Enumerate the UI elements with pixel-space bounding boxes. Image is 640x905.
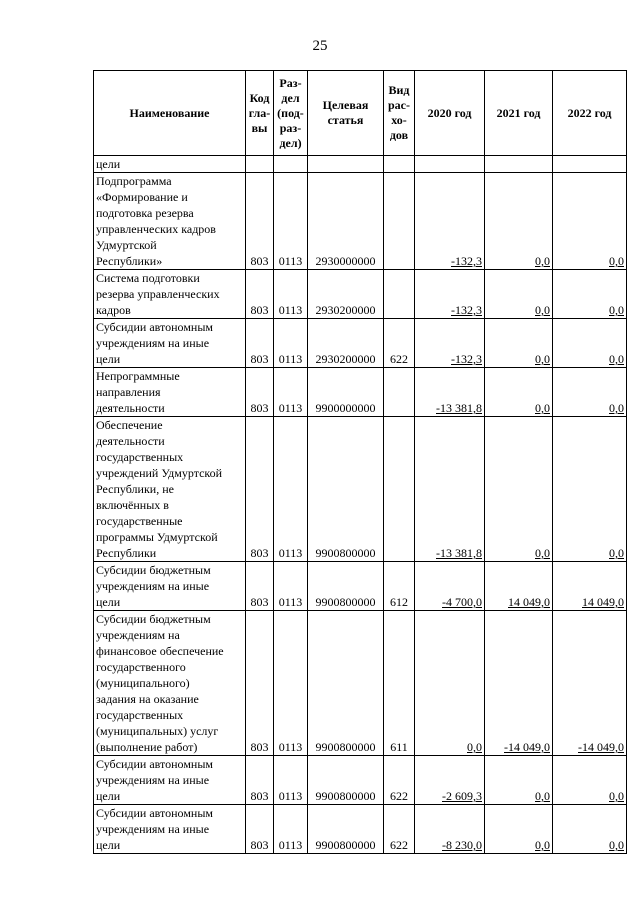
table-row <box>94 756 627 805</box>
cell-name: Субсидии автономным учреждениям на иные цели <box>94 805 246 854</box>
budget-table <box>93 70 627 854</box>
cell-y2022: 0,0 <box>553 368 627 417</box>
cell-y2020: -2 609,3 <box>415 756 485 805</box>
cell-section: 0113 <box>274 756 308 805</box>
cell-y2022: 14 049,0 <box>553 562 627 611</box>
cell-section: 0113 <box>274 173 308 270</box>
cell-y2020: -132,3 <box>415 270 485 319</box>
column-header-article: Целевая статья <box>308 71 384 156</box>
cell-name: Непрограммные направления деятельности <box>94 368 246 417</box>
cell-type: 612 <box>384 562 415 611</box>
column-header-code: Код гла- вы <box>246 71 274 156</box>
cell-code: 803 <box>246 756 274 805</box>
table-header-row <box>94 71 627 156</box>
cell-type <box>384 368 415 417</box>
cell-article: 9900000000 <box>308 368 384 417</box>
column-header-2022: 2022 год <box>553 71 627 156</box>
cell-y2021: 0,0 <box>485 319 553 368</box>
cell-y2022: 0,0 <box>553 756 627 805</box>
cell-type <box>384 156 415 173</box>
cell-y2020: -13 381,8 <box>415 417 485 562</box>
cell-type: 622 <box>384 319 415 368</box>
cell-section: 0113 <box>274 805 308 854</box>
column-header-name: Наименование <box>94 71 246 156</box>
cell-y2022: 0,0 <box>553 805 627 854</box>
cell-article: 2930200000 <box>308 270 384 319</box>
cell-section: 0113 <box>274 319 308 368</box>
cell-code: 803 <box>246 562 274 611</box>
column-header-2021: 2021 год <box>485 71 553 156</box>
cell-type <box>384 173 415 270</box>
column-header-section: Раз- дел (под- раз- дел) <box>274 71 308 156</box>
cell-section: 0113 <box>274 368 308 417</box>
cell-code <box>246 156 274 173</box>
table-body <box>94 156 627 854</box>
cell-y2021: -14 049,0 <box>485 611 553 756</box>
cell-code: 803 <box>246 368 274 417</box>
cell-y2021: 14 049,0 <box>485 562 553 611</box>
cell-y2021: 0,0 <box>485 173 553 270</box>
cell-name: цели <box>94 156 246 173</box>
cell-article: 9900800000 <box>308 417 384 562</box>
table-row <box>94 156 627 173</box>
cell-article: 2930000000 <box>308 173 384 270</box>
cell-y2020 <box>415 156 485 173</box>
table-row <box>94 368 627 417</box>
cell-y2020: -132,3 <box>415 319 485 368</box>
table-row <box>94 173 627 270</box>
cell-y2022: 0,0 <box>553 270 627 319</box>
cell-code: 803 <box>246 173 274 270</box>
cell-y2020: -132,3 <box>415 173 485 270</box>
cell-y2022: 0,0 <box>553 417 627 562</box>
cell-name: Субсидии бюджетным учреждениям на иные цели <box>94 562 246 611</box>
cell-y2022 <box>553 156 627 173</box>
cell-section: 0113 <box>274 611 308 756</box>
cell-y2022: 0,0 <box>553 173 627 270</box>
cell-article: 2930200000 <box>308 319 384 368</box>
cell-y2021 <box>485 156 553 173</box>
cell-y2021: 0,0 <box>485 417 553 562</box>
cell-name: Обеспечение деятельности государственных учреждений Удмуртской Республики, не включённых в государственные программы Удмуртской Республики <box>94 417 246 562</box>
cell-section <box>274 156 308 173</box>
cell-name: Система подготовки резерва управленческих кадров <box>94 270 246 319</box>
cell-type: 611 <box>384 611 415 756</box>
cell-y2020: -4 700,0 <box>415 562 485 611</box>
cell-y2020: -13 381,8 <box>415 368 485 417</box>
cell-code: 803 <box>246 417 274 562</box>
cell-type: 622 <box>384 805 415 854</box>
table-row <box>94 270 627 319</box>
cell-section: 0113 <box>274 270 308 319</box>
table-row <box>94 611 627 756</box>
cell-type <box>384 417 415 562</box>
column-header-2020: 2020 год <box>415 71 485 156</box>
page-number: 25 <box>312 38 328 54</box>
cell-code: 803 <box>246 270 274 319</box>
cell-article <box>308 156 384 173</box>
cell-y2021: 0,0 <box>485 756 553 805</box>
cell-section: 0113 <box>274 562 308 611</box>
cell-type: 622 <box>384 756 415 805</box>
cell-name: Субсидии автономным учреждениям на иные цели <box>94 319 246 368</box>
cell-y2022: 0,0 <box>553 319 627 368</box>
table-row <box>94 319 627 368</box>
table-row <box>94 562 627 611</box>
column-header-type: Вид рас- хо- дов <box>384 71 415 156</box>
cell-y2021: 0,0 <box>485 805 553 854</box>
cell-name: Субсидии автономным учреждениям на иные цели <box>94 756 246 805</box>
cell-section: 0113 <box>274 417 308 562</box>
cell-y2021: 0,0 <box>485 368 553 417</box>
cell-type <box>384 270 415 319</box>
table-row <box>94 805 627 854</box>
cell-name: Подпрограмма «Формирование и подготовка резерва управленческих кадров Удмуртской Республики» <box>94 173 246 270</box>
table-row <box>94 417 627 562</box>
cell-name: Субсидии бюджетным учреждениям на финансовое обеспечение государственного (муниципального) задания на оказание государственных (муниципальных) услуг (выполнение работ) <box>94 611 246 756</box>
cell-y2021: 0,0 <box>485 270 553 319</box>
cell-article: 9900800000 <box>308 805 384 854</box>
cell-code: 803 <box>246 319 274 368</box>
cell-code: 803 <box>246 805 274 854</box>
cell-article: 9900800000 <box>308 611 384 756</box>
cell-y2020: -8 230,0 <box>415 805 485 854</box>
cell-y2022: -14 049,0 <box>553 611 627 756</box>
cell-code: 803 <box>246 611 274 756</box>
cell-article: 9900800000 <box>308 756 384 805</box>
cell-article: 9900800000 <box>308 562 384 611</box>
cell-y2020: 0,0 <box>415 611 485 756</box>
